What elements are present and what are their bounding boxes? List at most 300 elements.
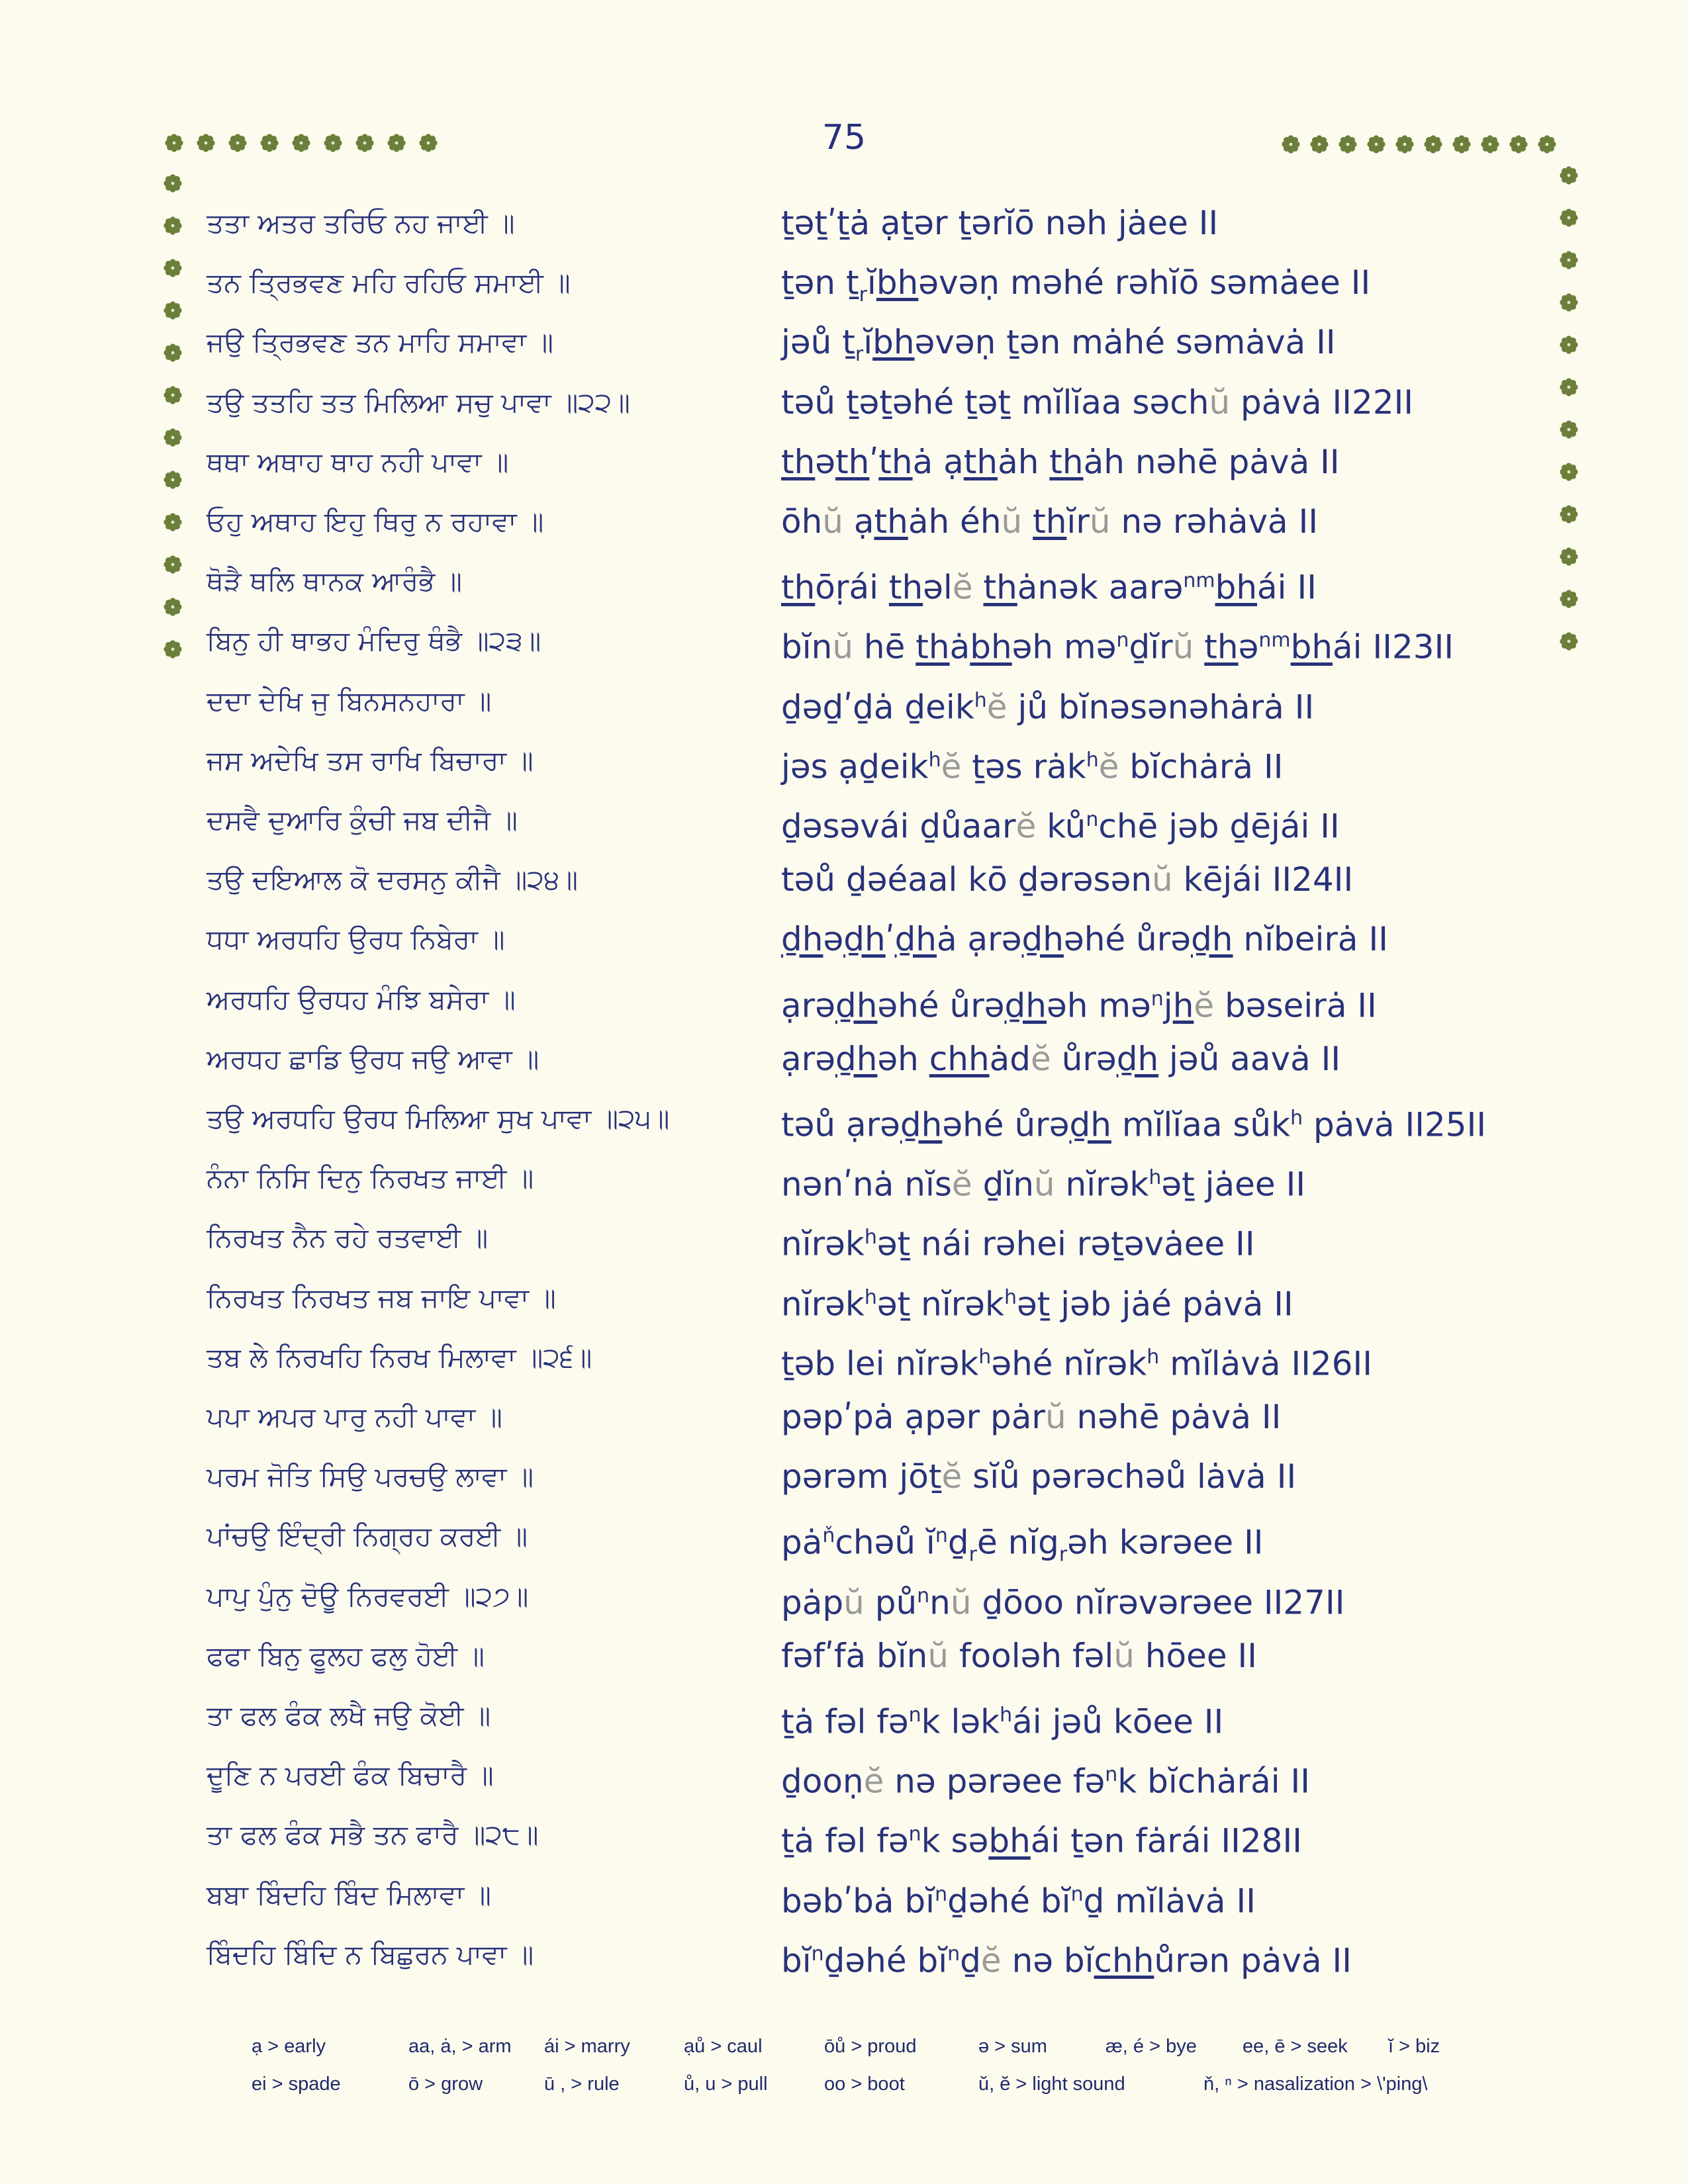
gurmukhi-line: ਦੂਣਿ ਨ ਪਰਈ ਫੰਕ ਬਿਚਾਰੈ ॥ (207, 1759, 494, 1792)
text-segment: nə pərəee fə (884, 1762, 1105, 1801)
text-segment: nənʹnȧ nĭs (781, 1165, 952, 1204)
subscript-segment: r (1058, 1543, 1068, 1567)
light-sound-segment: ĕ (1031, 1039, 1051, 1078)
gurmukhi-line: ਤਾ ਫਲ ਫੰਕ ਲਖੈ ਜਉ ਕੋਈ ॥ (207, 1700, 491, 1731)
light-sound-segment: ŭ (1152, 860, 1173, 899)
text-segment: jů bĭnəsənəhȧrȧ II (1007, 688, 1315, 727)
superscript-segment: nm (1183, 569, 1215, 593)
aspirated-segment: bh (1215, 568, 1258, 607)
legend-item: ŭ, ĕ > light sound (978, 2073, 1125, 2095)
text-segment: əhé nĭrək (991, 1344, 1147, 1383)
light-sound-segment: ĕ (951, 1165, 972, 1204)
gurmukhi-line: ਧਧਾ ਅਰਧਹਿ ਉਰਧ ਨਿਬੇਰਾ ॥ (207, 923, 505, 956)
superscript-segment: nm (1258, 629, 1291, 653)
green-flower-icon (163, 385, 183, 405)
transliteration-line (781, 1689, 1223, 1742)
aspirated-segment: ḏh (835, 986, 878, 1025)
text-segment: ḏ (947, 1524, 969, 1563)
text-segment: ḏ (960, 1941, 981, 1980)
transliteration-line (781, 1331, 1372, 1384)
text-segment: pȧvȧ II25II (1303, 1105, 1487, 1144)
text-segment: ĭ (867, 263, 876, 302)
text-segment: əh mə (1046, 986, 1151, 1025)
text-segment: ṯəs rȧk (961, 747, 1086, 786)
text-segment: jəů aavȧ II (1158, 1039, 1341, 1078)
light-sound-segment: ŭ (927, 1636, 949, 1675)
text-segment: əṯ nái rəhei rəṯəvȧee II (876, 1225, 1255, 1264)
gurmukhi-line: ਪਾਪੁ ਪੁੰਨੁ ਦੋਊ ਨਿਰਵਰਈ ॥੨੭॥ (207, 1580, 529, 1612)
green-flower-icon (1559, 462, 1579, 482)
text-segment: ḏĭr (1129, 628, 1173, 667)
green-flower-icon (323, 133, 343, 153)
transliteration-line (781, 1928, 1352, 1981)
text-segment: pəpʹpȧ ạpər pȧr (781, 1398, 1045, 1436)
aspirated-segment: th (835, 442, 870, 481)
text-segment: ȧh éh (908, 502, 1002, 541)
legend-item: ōů > proud (824, 2036, 917, 2057)
gurmukhi-line: ਤਉ ਅਰਧਹਿ ਉਰਧ ਮਿਲਿਆ ਸੁਖ ਪਾਵਾ ॥੨੫॥ (207, 1103, 670, 1134)
text-segment: ḏəhé bĭ (823, 1941, 948, 1980)
text-segment: ʹ (885, 920, 895, 959)
transliteration-line (781, 1450, 1296, 1503)
legend-item: ạ > early (252, 2036, 326, 2057)
page-number: 75 (821, 118, 867, 158)
superscript-segment: h (1000, 1704, 1013, 1727)
text-segment: əṯ jəb jȧé pȧvȧ II (1017, 1285, 1293, 1324)
text-segment: ṯəb lei nĭrək (781, 1344, 979, 1383)
legend-item: ů, u > pull (684, 2073, 768, 2095)
aspirated-segment: th (781, 442, 816, 481)
text-segment: ȧd (989, 1039, 1031, 1078)
gurmukhi-line: ਅਰਧਹ ਛਾਡਿ ਉਰਧ ਜਉ ਆਵਾ ॥ (207, 1042, 539, 1075)
text-segment: ḏəsəvái ḏůaar (781, 807, 1016, 846)
text-segment: əh kərəee II (1067, 1524, 1264, 1563)
light-sound-segment: ŭ (1045, 1398, 1066, 1436)
superscript-segment: n (947, 1942, 961, 1966)
aspirated-segment: th (781, 568, 816, 607)
text-segment: nə rəhȧvȧ II (1110, 502, 1319, 541)
light-sound-segment: ĕ (1098, 747, 1119, 786)
transliteration-line (781, 1092, 1486, 1145)
text-segment: ȧnək aarə (1017, 568, 1184, 607)
superscript-segment: h (1086, 748, 1099, 772)
text-segment: ȧ ạ (912, 442, 964, 481)
green-flower-icon (228, 133, 248, 153)
green-flower-icon (1559, 293, 1579, 312)
transliteration-line (781, 794, 1340, 846)
text-segment: ə (823, 920, 844, 959)
superscript-segment: n (1105, 1763, 1118, 1787)
aspirated-segment: th (963, 442, 998, 481)
light-sound-segment: ŭ (843, 1583, 865, 1622)
green-flower-icon (1537, 134, 1557, 154)
aspirated-segment: ḏh (843, 920, 886, 959)
light-sound-segment: ŭ (1001, 502, 1023, 541)
green-flower-icon (1559, 377, 1579, 397)
text-segment: ĭr (1066, 502, 1090, 541)
text-segment: əṯ jȧee II (1161, 1165, 1306, 1204)
transliteration-line (781, 913, 1388, 966)
gurmukhi-line: ਤਨ ਤ੍ਰਿਭਵਣ ਮਹਿ ਰਹਿਓ ਸਮਾਈ ॥ (207, 267, 571, 299)
text-segment: ái II (1257, 568, 1317, 607)
light-sound-segment: ŭ (1113, 1636, 1135, 1675)
transliteration-line (781, 1390, 1281, 1443)
green-flower-icon (1338, 134, 1358, 154)
superscript-segment: n (935, 1882, 948, 1906)
green-flower-icon (291, 133, 311, 153)
green-flower-icon (163, 470, 183, 490)
gurmukhi-line: ਨਿਰਖਤ ਨੈਨ ਰਹੇ ਰਤਵਾਈ ॥ (207, 1222, 489, 1254)
subscript-segment: r (855, 343, 864, 367)
gurmukhi-line: ਨੰਨਾ ਨਿਸਿ ਦਿਨੁ ਨਿਰਖਤ ਜਾਈ ॥ (207, 1162, 534, 1195)
green-flower-icon (163, 173, 183, 193)
green-flower-icon (1559, 631, 1579, 651)
superscript-segment: h (928, 748, 941, 772)
aspirated-segment: th (878, 442, 913, 481)
gurmukhi-line: ਬਿਨੁ ਹੀ ਥਾਭਹ ਮੰਦਿਰੁ ਥੰਭੈ ॥੨੩॥ (207, 625, 541, 657)
text-segment: ȧ (949, 628, 970, 667)
green-flower-icon (163, 258, 183, 278)
superscript-segment: h (1290, 1107, 1303, 1130)
text-segment: ḏ mĭlȧvȧ II (1083, 1882, 1256, 1921)
aspirated-segment: ḏh (1004, 986, 1047, 1025)
transliteration-line (781, 1868, 1256, 1921)
light-sound-segment: ŭ (822, 502, 843, 541)
text-segment: əṯ nĭrək (876, 1285, 1004, 1324)
text-segment: hōee II (1134, 1636, 1258, 1675)
legend-item: ō > grow (408, 2073, 483, 2095)
superscript-segment: n (908, 1704, 921, 1727)
text-segment: ȧ ạrə (937, 920, 1022, 959)
green-flower-icon (1509, 134, 1528, 154)
superscript-segment: n (1150, 987, 1164, 1011)
superscript-segment: h (864, 1226, 877, 1250)
text-segment (1194, 628, 1204, 666)
gurmukhi-line: ਤਉ ਤਤਹਿ ਤਤ ਮਿਲਿਆ ਸਚੁ ਪਾਵਾ ॥੨੨॥ (207, 386, 630, 418)
aspirated-segment: ḏh (1069, 1105, 1111, 1144)
legend-item: ái > marry (544, 2036, 630, 2057)
text-segment: k sə (921, 1822, 989, 1861)
text-segment: k bĭchȧrái II (1117, 1762, 1311, 1801)
gurmukhi-line: ਬਿੰਦਹਿ ਬਿੰਦਿ ਨ ਬਿਛੁਰਨ ਪਾਵਾ ॥ (207, 1938, 534, 1970)
aspirated-segment: h (1172, 986, 1194, 1025)
text-segment: nĭrək (781, 1225, 865, 1264)
light-sound-segment: ĕ (1194, 986, 1215, 1025)
light-sound-segment: ŭ (1172, 628, 1194, 667)
green-flower-icon (1559, 208, 1579, 228)
superscript-segment: h (1147, 1345, 1160, 1369)
gurmukhi-line: ਪਪਾ ਅਪਰ ਪਾਰੁ ਨਹੀ ਪਾਵਾ ॥ (207, 1401, 502, 1433)
superscript-segment: ň (822, 1524, 835, 1548)
text-segment (1022, 502, 1033, 541)
aspirated-segment: bh (1290, 628, 1333, 667)
gurmukhi-line: ਤਉ ਦਇਆਲ ਕੋ ਦਰਸਨੁ ਕੀਜੈ ॥੨੪॥ (207, 864, 579, 896)
superscript-segment: n (1070, 1882, 1084, 1906)
gurmukhi-line: ਜਸ ਅਦੇਖਿ ਤਸ ਰਾਖਿ ਬਿਚਾਰਾ ॥ (207, 744, 534, 776)
gurmukhi-line: ਅਰਧਹਿ ਉਰਧਹ ਮੰਝਿ ਬਸੇਰਾ ॥ (207, 983, 516, 1015)
transliteration-line (781, 1510, 1264, 1567)
legend-item: ə > sum (978, 2036, 1047, 2057)
light-sound-segment: ŭ (950, 1583, 972, 1622)
light-sound-segment: ŭ (1089, 502, 1111, 541)
text-segment: ạrə (781, 986, 835, 1025)
superscript-segment: n (935, 1524, 948, 1548)
superscript-segment: n (908, 1823, 921, 1846)
legend-item: ạů > caul (684, 2036, 763, 2057)
green-flower-icon (163, 555, 183, 574)
gurmukhi-line: ਜਉ ਤ੍ਰਿਭਵਣ ਤਨ ਮਾਹਿ ਸਮਾਵਾ ॥ (207, 326, 553, 359)
light-sound-segment: ŭ (1209, 383, 1231, 422)
light-sound-segment: ĕ (941, 1457, 962, 1496)
text-segment: ē nĭg (976, 1524, 1059, 1563)
aspirated-segment: chh (1094, 1941, 1154, 1980)
text-segment: əvəṇ məhé rəhĭō səmȧee II (918, 263, 1371, 302)
text-segment: ái jəů kōee II (1012, 1702, 1224, 1741)
transliteration-line (781, 734, 1283, 787)
green-flower-icon (163, 300, 183, 320)
text-segment: əhé ůrə (877, 986, 1005, 1025)
text-segment: ōh (781, 502, 823, 541)
green-flower-icon (1395, 134, 1415, 154)
text-segment: fooləh fəl (949, 1636, 1114, 1675)
light-sound-segment: ŭ (832, 628, 854, 667)
superscript-segment: h (864, 1285, 877, 1309)
green-flower-icon (1559, 165, 1579, 185)
aspirated-segment: chh (929, 1039, 990, 1078)
text-segment: nĭrək (1055, 1165, 1149, 1204)
text-segment: əhé ůrə (942, 1105, 1070, 1144)
superscript-segment: n (1116, 629, 1129, 653)
gurmukhi-line: ਨਿਰਖਤ ਨਿਰਖਤ ਜਬ ਜਾਇ ਪਾਵਾ ॥ (207, 1281, 556, 1314)
text-segment: təů ṯəṯəhé ṯəṯ mĭlĭaa səch (781, 383, 1209, 422)
superscript-segment: n (917, 1584, 930, 1608)
text-segment: nəhē pȧvȧ II (1066, 1398, 1282, 1436)
light-sound-segment: ĕ (863, 1762, 884, 1801)
text-segment: sĭů pərəchəů lȧvȧ II (962, 1457, 1297, 1496)
legend-item: ĭ > biz (1388, 2036, 1440, 2057)
subscript-segment: r (968, 1543, 977, 1567)
gurmukhi-line: ਦਸਵੈ ਦੁਆਰਿ ਕੁੰਚੀ ਜਬ ਦੀਜੈ ॥ (207, 804, 518, 836)
text-segment: fəfʹfȧ bĭn (781, 1636, 928, 1675)
green-flower-icon (163, 428, 183, 447)
text-segment: pȧp (781, 1583, 844, 1622)
text-segment: nə bĭ (1001, 1941, 1094, 1980)
text-segment: kējái II24II (1172, 860, 1354, 899)
text-segment: əh (877, 1039, 929, 1078)
transliteration-line (781, 614, 1454, 667)
text-segment: ạ (843, 502, 874, 541)
legend-item: oo > boot (824, 2073, 905, 2095)
superscript-segment: h (974, 688, 987, 712)
text-segment: təů ḏəéaal kō ḏərəsən (781, 860, 1152, 899)
green-flower-icon (418, 133, 438, 153)
text-segment: n (929, 1583, 951, 1622)
aspirated-segment: th (888, 568, 923, 607)
transliteration-line (781, 1570, 1344, 1623)
green-flower-icon (1559, 250, 1579, 270)
text-segment: mĭlĭaa sůk (1111, 1105, 1291, 1144)
text-segment: bĭ (781, 1941, 812, 1980)
superscript-segment: h (1004, 1285, 1017, 1309)
text-segment: mĭlȧvȧ II26II (1159, 1344, 1373, 1383)
text-segment: nĭrək (781, 1285, 865, 1324)
transliteration-line (781, 1032, 1340, 1085)
text-segment: ḏĭn (972, 1165, 1034, 1204)
light-sound-segment: ĕ (1015, 807, 1037, 846)
light-sound-segment: ĕ (980, 1941, 1002, 1980)
gurmukhi-line: ਬਬਾ ਬਿੰਦਹਿ ਬਿੰਦ ਮਿਲਾਵਾ ॥ (207, 1878, 491, 1911)
transliteration-line (781, 495, 1318, 548)
green-flower-icon (163, 639, 183, 659)
text-segment: j (1163, 986, 1173, 1025)
legend-item: ň, ⁿ > nasalization > \'ping\ (1203, 2073, 1428, 2095)
aspirated-segment: bh (970, 628, 1012, 667)
text-segment: ků (1036, 807, 1086, 846)
green-flower-icon (387, 133, 406, 153)
transliteration-line (781, 316, 1336, 369)
transliteration-line (781, 1271, 1293, 1324)
aspirated-segment: ḏh (1021, 920, 1064, 959)
aspirated-segment: ḏh (781, 920, 823, 959)
aspirated-segment: th (1033, 502, 1067, 541)
text-segment: əl (923, 568, 953, 607)
text-segment: ȧh (998, 442, 1050, 481)
green-flower-icon (259, 133, 279, 153)
green-flower-icon (1480, 134, 1500, 154)
transliteration-line (781, 1152, 1305, 1205)
superscript-segment: n (811, 1942, 824, 1966)
text-segment (973, 569, 984, 607)
text-segment: chē jəb ḏējái II (1098, 807, 1340, 846)
aspirated-segment: th (1049, 442, 1084, 481)
green-flower-icon (196, 133, 216, 153)
legend-item: ū , > rule (544, 2073, 620, 2095)
gurmukhi-line: ਥੋੜੈ ਥਲਿ ਥਾਨਕ ਆਰੰਭੈ ॥ (207, 565, 462, 598)
superscript-segment: n (1086, 808, 1099, 831)
text-segment: təů ạrə (781, 1105, 900, 1144)
text-segment: bəbʹbȧ bĭ (781, 1882, 935, 1921)
green-flower-icon (164, 133, 184, 153)
legend-item: ei > spade (252, 2073, 341, 2095)
text-segment: pů (864, 1583, 917, 1622)
transliteration-line (781, 197, 1218, 250)
gurmukhi-line: ਪਾਂਚਉ ਇੰਦ੍ਰੀ ਨਿਗ੍ਰਹ ਕਰਈ ॥ (207, 1520, 528, 1553)
green-flower-icon (355, 133, 375, 153)
legend-item: æ, é > bye (1105, 2036, 1197, 2057)
transliteration-line (781, 853, 1353, 906)
green-flower-icon (163, 216, 183, 236)
gurmukhi-line: ਦਦਾ ਦੇਖਿ ਜੁ ਬਿਨਸਨਹਾਰਾ ॥ (207, 684, 492, 717)
text-segment: ṯȧ fəl fə (781, 1702, 909, 1741)
text-segment: ṯəṯʹṯȧ ạṯər ṯərĭō nəh jȧee II (781, 204, 1219, 242)
green-flower-icon (163, 343, 183, 363)
gurmukhi-line: ਓਹੁ ਅਥਾਹ ਇਹੁ ਥਿਰੁ ਨ ਰਹਾਵਾ ॥ (207, 506, 544, 537)
text-segment: nĭbeirȧ II (1233, 920, 1388, 959)
light-sound-segment: ĕ (941, 747, 962, 786)
green-flower-icon (1559, 589, 1579, 609)
aspirated-segment: ḏh (1191, 920, 1233, 959)
text-segment: ȧh nəhē pȧvȧ II (1083, 442, 1340, 481)
aspirated-segment: th (874, 502, 908, 541)
text-segment: ḏōoo nĭrəvərəee II27II (971, 1583, 1345, 1622)
text-segment: ōṛái (815, 568, 889, 607)
aspirated-segment: ḏh (835, 1039, 878, 1078)
gurmukhi-line: ਫਫਾ ਬਿਨੁ ਫੂਲਹ ਫਲੁ ਹੋਈ ॥ (207, 1639, 485, 1672)
text-segment: ạrə (781, 1039, 835, 1078)
light-sound-segment: ĕ (952, 568, 973, 607)
green-flower-icon (1423, 134, 1443, 154)
green-flower-icon (1281, 134, 1301, 154)
legend-item: ee, ē > seek (1243, 2036, 1348, 2057)
text-segment: chəů ĭ (835, 1524, 935, 1563)
text-segment: ṯȧ fəl fə (781, 1822, 909, 1861)
gurmukhi-line: ਤਾ ਫਲ ਫੰਕ ਸਭੈ ਤਨ ਫਾਰੈ ॥੨੮॥ (207, 1819, 539, 1851)
green-flower-icon (1452, 134, 1472, 154)
transliteration-line (781, 1749, 1310, 1801)
light-sound-segment: ŭ (1033, 1165, 1055, 1204)
text-segment: pərəm jōṯ (781, 1457, 942, 1496)
gurmukhi-line: ਤਤਾ ਅਤਰ ਤਰਿਓ ਨਹ ਜਾਈ ॥ (207, 207, 515, 239)
transliteration-line (781, 1629, 1257, 1682)
gurmukhi-line: ਤਬ ਲੇ ਨਿਰਖਹਿ ਨਿਰਖ ਮਿਲਾਵਾ ॥੨੬॥ (207, 1341, 592, 1373)
text-segment: əhé ůrə (1063, 920, 1192, 959)
superscript-segment: h (1149, 1166, 1162, 1190)
aspirated-segment: bh (988, 1822, 1031, 1861)
green-flower-icon (1559, 547, 1579, 567)
text-segment: əh mə (1011, 628, 1117, 667)
transliteration-line (781, 1211, 1255, 1264)
subscript-segment: r (859, 283, 867, 307)
text-segment: k lək (921, 1702, 1000, 1741)
text-segment: bəseirȧ II (1214, 986, 1377, 1025)
aspirated-segment: ḏh (1116, 1039, 1159, 1078)
aspirated-segment: th (1204, 628, 1239, 667)
text-segment: ĭ (863, 323, 873, 362)
text-segment: jəů ṯ (781, 323, 855, 362)
transliteration-line (781, 555, 1317, 608)
text-segment: pȧvȧ II22II (1230, 383, 1414, 422)
transliteration-line (781, 376, 1413, 429)
green-flower-icon (163, 597, 183, 617)
text-segment: pȧ (781, 1524, 823, 1563)
aspirated-segment: bh (872, 323, 915, 362)
text-segment: ůrən pȧvȧ II (1154, 1941, 1352, 1980)
green-flower-icon (1309, 134, 1329, 154)
gurmukhi-line: ਥਥਾ ਅਥਾਹ ਥਾਹ ਨਹੀ ਪਾਵਾ ॥ (207, 445, 509, 478)
superscript-segment: h (978, 1345, 992, 1369)
text-segment: əvəṇ ṯən mȧhé səmȧvȧ II (914, 323, 1336, 362)
gurmukhi-line: ਪਰਮ ਜੋਤਿ ਸਿਉ ਪਰਚਉ ਲਾਵਾ ॥ (207, 1461, 534, 1493)
text-segment: ə (815, 442, 836, 481)
aspirated-segment: ḏh (900, 1105, 943, 1144)
light-sound-segment: ĕ (986, 688, 1008, 727)
transliteration-line (781, 973, 1377, 1026)
text-segment: bĭchȧrȧ II (1119, 747, 1284, 786)
green-flower-icon (1559, 504, 1579, 524)
text-segment: ḏooṇ (781, 1762, 864, 1801)
text-segment: ʹ (869, 442, 879, 481)
green-flower-icon (163, 512, 183, 532)
text-segment: ḏəhé bĭ (947, 1882, 1071, 1921)
transliteration-line (781, 435, 1340, 488)
text-segment: jəs ạḏeik (781, 747, 929, 786)
green-flower-icon (1559, 420, 1579, 439)
transliteration-line (781, 256, 1370, 309)
text-segment: ṯən ṯ (781, 263, 859, 302)
legend-item: aa, ȧ, > arm (408, 2036, 512, 2057)
aspirated-segment: th (915, 628, 950, 667)
text-segment: bĭn (781, 628, 833, 667)
